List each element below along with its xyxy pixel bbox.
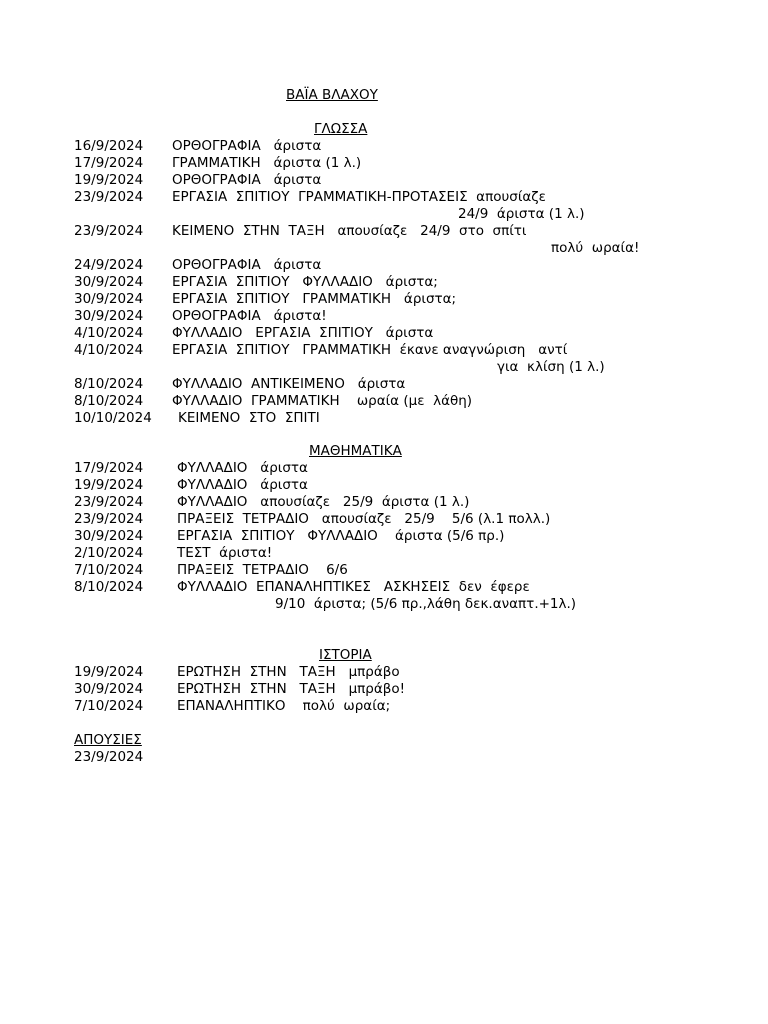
entry-text: ΦΥΛΛΑΔΙΟ απουσίαζε 25/9 άριστα (1 λ.) bbox=[177, 494, 470, 510]
entry-text: ΟΡΘΟΓΡΑΦΙΑ άριστα bbox=[172, 257, 322, 273]
entry-text: ΠΡΑΞΕΙΣ ΤΕΤΡΑΔΙΟ 6/6 bbox=[177, 562, 348, 578]
entry-date: 17/9/2024 bbox=[74, 155, 144, 171]
entry-date: 19/9/2024 bbox=[74, 664, 144, 680]
absence-date: 23/9/2024 bbox=[74, 749, 144, 765]
entry-date: 30/9/2024 bbox=[74, 274, 144, 290]
entry-continuation: πολύ ωραία! bbox=[551, 240, 640, 256]
section-heading-apousies: ΑΠΟΥΣΙΕΣ bbox=[74, 732, 142, 748]
entry-date: 8/10/2024 bbox=[74, 393, 144, 409]
entry-date: 19/9/2024 bbox=[74, 477, 144, 493]
entry-date: 23/9/2024 bbox=[74, 511, 144, 527]
entry-date: 4/10/2024 bbox=[74, 325, 144, 341]
entry-text: ΟΡΘΟΓΡΑΦΙΑ άριστα! bbox=[172, 308, 327, 324]
entry-date: 2/10/2024 bbox=[74, 545, 144, 561]
entry-text: ΕΡΩΤΗΣΗ ΣΤΗΝ ΤΑΞΗ μπράβο bbox=[177, 664, 400, 680]
entry-date: 23/9/2024 bbox=[74, 223, 144, 239]
entry-text: ΦΥΛΛΑΔΙΟ άριστα bbox=[177, 477, 308, 493]
entry-date: 17/9/2024 bbox=[74, 460, 144, 476]
entry-date: 30/9/2024 bbox=[74, 291, 144, 307]
entry-text: ΕΡΩΤΗΣΗ ΣΤΗΝ ΤΑΞΗ μπράβο! bbox=[177, 681, 406, 697]
section-heading-mathimatika: ΜΑΘΗΜΑΤΙΚΑ bbox=[309, 443, 402, 459]
entry-date: 30/9/2024 bbox=[74, 308, 144, 324]
entry-date: 7/10/2024 bbox=[74, 698, 144, 714]
entry-continuation: 9/10 άριστα; (5/6 πρ.,λάθη δεκ.αναπτ.+1λ.) bbox=[275, 596, 577, 612]
entry-text: ΕΡΓΑΣΙΑ ΣΠΙΤΙΟΥ ΦΥΛΛΑΔΙΟ άριστα (5/6 πρ.) bbox=[177, 528, 505, 544]
entry-text: ΕΡΓΑΣΙΑ ΣΠΙΤΙΟΥ ΓΡΑΜΜΑΤΙΚΗ-ΠΡΟΤΑΣΕΙΣ απουσίαζε bbox=[172, 189, 546, 205]
entry-text: ΦΥΛΛΑΔΙΟ ΓΡΑΜΜΑΤΙΚΗ ωραία (με λάθη) bbox=[172, 393, 473, 409]
entry-text: ΦΥΛΛΑΔΙΟ ΑΝΤΙΚΕΙΜΕΝΟ άριστα bbox=[172, 376, 406, 392]
entry-text: ΦΥΛΛΑΔΙΟ ΕΡΓΑΣΙΑ ΣΠΙΤΙΟΥ άριστα bbox=[172, 325, 434, 341]
entry-date: 7/10/2024 bbox=[74, 562, 144, 578]
entry-text: ΕΡΓΑΣΙΑ ΣΠΙΤΙΟΥ ΓΡΑΜΜΑΤΙΚΗ άριστα; bbox=[172, 291, 457, 307]
entry-date: 24/9/2024 bbox=[74, 257, 144, 273]
entry-text: ΚΕΙΜΕΝΟ ΣΤΟ ΣΠΙΤΙ bbox=[178, 410, 320, 426]
entry-text: ΟΡΘΟΓΡΑΦΙΑ άριστα bbox=[172, 138, 322, 154]
entry-text: ΤΕΣΤ άριστα! bbox=[177, 545, 273, 561]
entry-date: 8/10/2024 bbox=[74, 579, 144, 595]
entry-text: ΕΠΑΝΑΛΗΠΤΙΚΟ πολύ ωραία; bbox=[177, 698, 391, 714]
entry-text: ΦΥΛΛΑΔΙΟ ΕΠΑΝΑΛΗΠΤΙΚΕΣ ΑΣΚΗΣΕΙΣ δεν έφερε bbox=[177, 579, 530, 595]
entry-text: ΠΡΑΞΕΙΣ ΤΕΤΡΑΔΙΟ απουσίαζε 25/9 5/6 (λ.1 πολλ.) bbox=[177, 511, 551, 527]
entry-date: 4/10/2024 bbox=[74, 342, 144, 358]
section-heading-glossa: ΓΛΩΣΣΑ bbox=[314, 121, 368, 137]
entry-date: 10/10/2024 bbox=[74, 410, 152, 426]
entry-text: ΚΕΙΜΕΝΟ ΣΤΗΝ ΤΑΞΗ απουσίαζε 24/9 στο σπίτι bbox=[172, 223, 527, 239]
entry-continuation: για κλίση (1 λ.) bbox=[497, 359, 605, 375]
entry-continuation: 24/9 άριστα (1 λ.) bbox=[458, 206, 585, 222]
entry-date: 30/9/2024 bbox=[74, 528, 144, 544]
entry-text: ΟΡΘΟΓΡΑΦΙΑ άριστα bbox=[172, 172, 322, 188]
entry-date: 23/9/2024 bbox=[74, 494, 144, 510]
student-name: ΒΑΪΑ ΒΛΑΧΟΥ bbox=[286, 87, 378, 103]
entry-text: ΕΡΓΑΣΙΑ ΣΠΙΤΙΟΥ ΓΡΑΜΜΑΤΙΚΗ έκανε αναγνώριση αντί bbox=[172, 342, 568, 358]
entry-date: 23/9/2024 bbox=[74, 189, 144, 205]
entry-date: 19/9/2024 bbox=[74, 172, 144, 188]
entry-date: 16/9/2024 bbox=[74, 138, 144, 154]
entry-text: ΦΥΛΛΑΔΙΟ άριστα bbox=[177, 460, 308, 476]
entry-text: ΓΡΑΜΜΑΤΙΚΗ άριστα (1 λ.) bbox=[172, 155, 362, 171]
entry-date: 8/10/2024 bbox=[74, 376, 144, 392]
entry-date: 30/9/2024 bbox=[74, 681, 144, 697]
section-heading-istoria: ΙΣΤΟΡΙΑ bbox=[319, 647, 372, 663]
entry-text: ΕΡΓΑΣΙΑ ΣΠΙΤΙΟΥ ΦΥΛΛΑΔΙΟ άριστα; bbox=[172, 274, 438, 290]
